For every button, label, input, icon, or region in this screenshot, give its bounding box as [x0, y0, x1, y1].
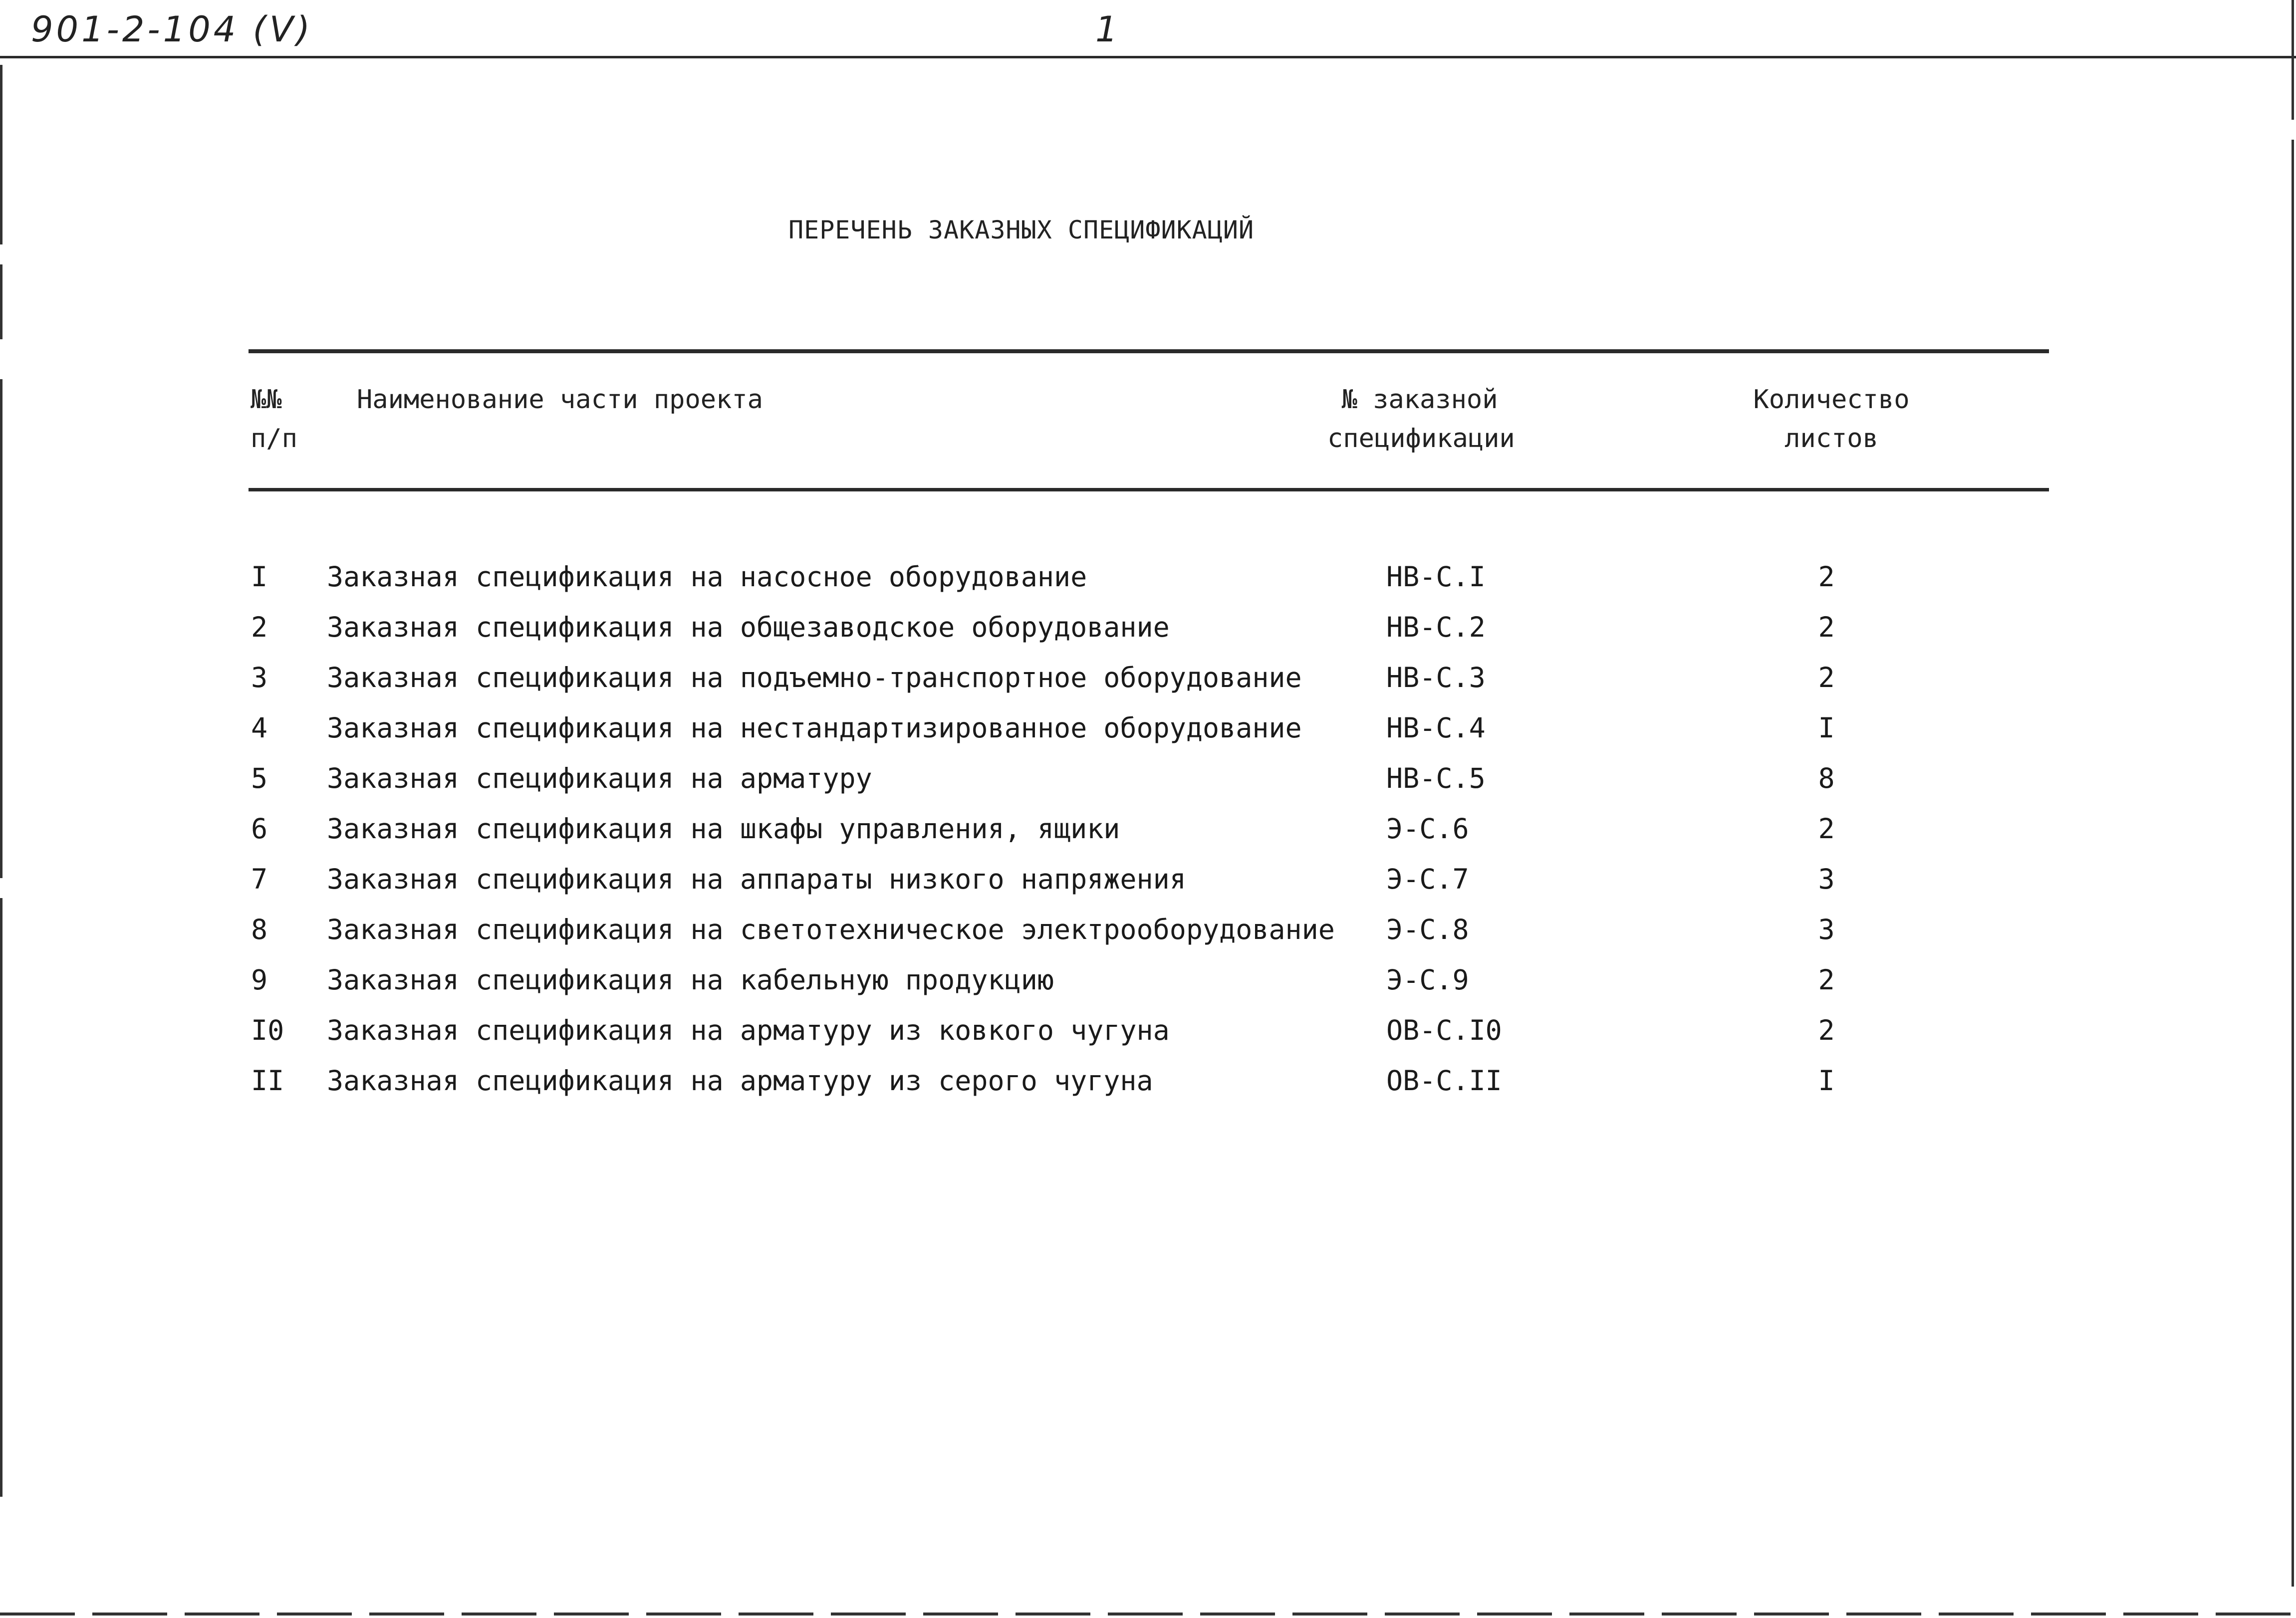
row-name: Заказная спецификация на арматуру из ковкого чугуна [327, 1014, 1170, 1046]
column-header-spec-line1: № заказной [1341, 385, 1498, 415]
row-number: I [251, 561, 268, 593]
table-row [0, 905, 2296, 955]
row-quantity: I [1818, 712, 1835, 744]
row-number: 2 [251, 611, 268, 643]
row-spec: НВ-С.3 [1386, 662, 1486, 693]
row-name: Заказная спецификация на насосное оборудование [327, 561, 1087, 593]
bottom-border [0, 1613, 2296, 1616]
table-row [0, 955, 2296, 1005]
page-title: ПЕРЕЧЕНЬ ЗАКАЗНЫХ СПЕЦИФИКАЦИЙ [788, 216, 1255, 244]
row-number: 6 [251, 813, 268, 845]
row-number: 4 [251, 712, 268, 744]
page-number: 1 [1095, 9, 1118, 50]
row-spec: НВ-С.4 [1386, 712, 1486, 744]
table-row [0, 703, 2296, 753]
row-name: Заказная спецификация на арматуру [327, 762, 872, 794]
row-spec: НВ-С.5 [1386, 762, 1486, 794]
row-quantity: 2 [1818, 813, 1835, 845]
row-spec: НВ-С.2 [1386, 611, 1486, 643]
table-row [0, 753, 2296, 804]
column-header-number-line2: п/п [251, 424, 297, 454]
row-name: Заказная спецификация на шкафы управления, ящики [327, 813, 1120, 845]
row-spec: ОВ-С.I0 [1386, 1014, 1502, 1046]
table-row [0, 1005, 2296, 1056]
row-quantity: 2 [1818, 964, 1835, 996]
row-spec: Э-С.9 [1386, 964, 1469, 996]
table-row [0, 602, 2296, 653]
row-quantity: 2 [1818, 662, 1835, 693]
left-border-segment [0, 264, 2, 339]
row-quantity: 2 [1818, 561, 1835, 593]
row-name: Заказная спецификация на общезаводское оборудование [327, 611, 1170, 643]
row-spec: Э-С.7 [1386, 863, 1469, 895]
table-row [0, 653, 2296, 703]
column-header-number-line1: №№ [251, 385, 282, 415]
row-quantity: 2 [1818, 611, 1835, 643]
row-name: Заказная спецификация на кабельную продукцию [327, 964, 1054, 996]
column-header-number [251, 380, 297, 458]
row-number: 9 [251, 964, 268, 996]
row-spec: Э-С.6 [1386, 813, 1469, 845]
row-spec: НВ-С.I [1386, 561, 1486, 593]
column-header-quantity [1752, 380, 1911, 458]
table-top-rule [249, 349, 2049, 353]
row-quantity: I [1818, 1065, 1835, 1097]
row-name: Заказная спецификация на арматуру из серого чугуна [327, 1065, 1153, 1097]
header-divider [0, 56, 2296, 58]
row-name: Заказная спецификация на светотехническое электрооборудование [327, 914, 1335, 945]
column-header-spec [1327, 380, 1515, 458]
row-quantity: 8 [1818, 762, 1835, 794]
left-border-segment [0, 65, 2, 244]
row-number: I0 [251, 1014, 284, 1046]
row-name: Заказная спецификация на нестандартизированное оборудование [327, 712, 1302, 744]
row-number: II [251, 1065, 284, 1097]
row-number: 5 [251, 762, 268, 794]
table-header-rule [249, 488, 2049, 491]
row-number: 3 [251, 662, 268, 693]
row-name: Заказная спецификация на подъемно-транспортное оборудование [327, 662, 1302, 693]
row-number: 7 [251, 863, 268, 895]
column-header-quantity-line2: листов [1785, 424, 1878, 454]
row-number: 8 [251, 914, 268, 945]
table-row [0, 804, 2296, 854]
row-spec: ОВ-С.II [1386, 1065, 1502, 1097]
row-quantity: 2 [1818, 1014, 1835, 1046]
row-spec: Э-С.8 [1386, 914, 1469, 945]
table-row [0, 552, 2296, 602]
document-code: 901-2-104 (V) [31, 9, 313, 50]
column-header-quantity-line1: Количество [1753, 385, 1910, 415]
row-name: Заказная спецификация на аппараты низкого напряжения [327, 863, 1186, 895]
column-header-spec-line2: спецификации [1327, 424, 1515, 454]
column-header-name: Наименование части проекта [357, 385, 763, 415]
table-row [0, 1056, 2296, 1106]
right-border-segment [2292, 0, 2294, 120]
table-row [0, 854, 2296, 905]
row-quantity: 3 [1818, 914, 1835, 945]
row-quantity: 3 [1818, 863, 1835, 895]
